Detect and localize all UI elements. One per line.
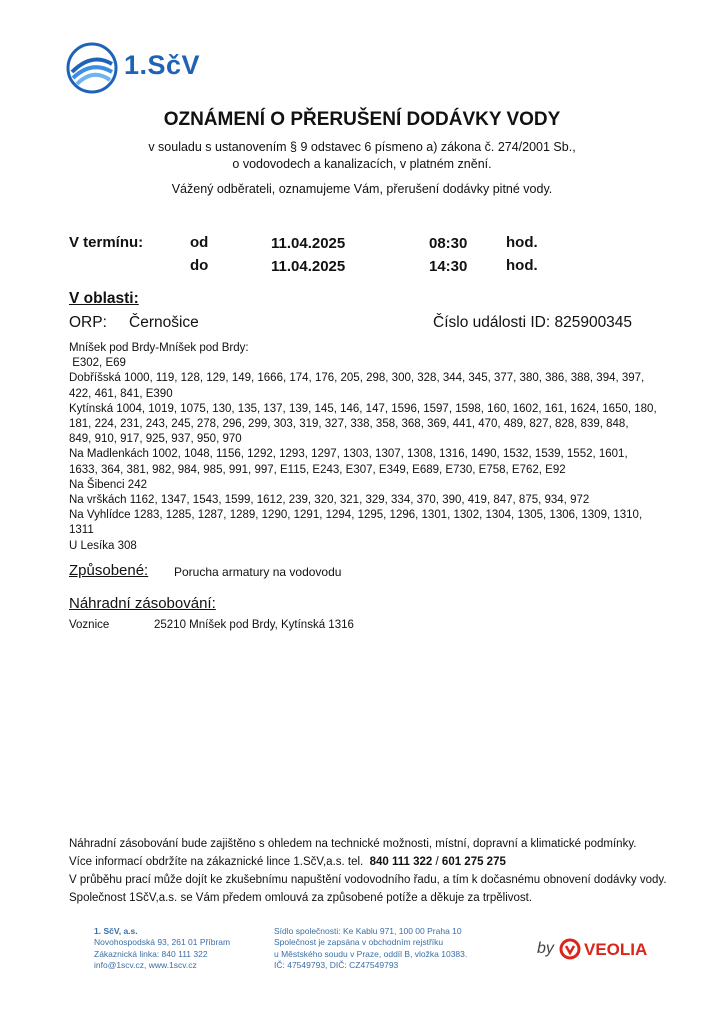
legal-basis-line-2: o vodovodech a kanalizacích, v platném znění. (232, 157, 492, 171)
location-line: 1633, 364, 381, 982, 984, 985, 991, 997, E115, E243, E307, E349, E689, E730, E758, E762, E92 (69, 463, 566, 476)
footer-registered-office (274, 926, 467, 971)
location-line: Na Šibenci 242 (69, 478, 147, 491)
note-line-2 (69, 853, 719, 871)
term-from-unit: hod. (506, 234, 538, 251)
by-label: by (537, 940, 554, 957)
location-line: 422, 461, 841, E390 (69, 387, 173, 400)
veolia-logo-icon (559, 938, 581, 960)
footer-ids: IČ: 47549793, DIČ: CZ47549793 (274, 959, 399, 970)
footer-company-contact (94, 926, 230, 971)
location-line: Na Vyhlídce 1283, 1285, 1287, 1289, 1290, 1291, 1294, 1295, 1296, 1301, 1302, 1304, 1305, 1306, 1309, 1310, (69, 509, 643, 522)
cause-label: Způsobené: (69, 562, 149, 579)
term-from-date: 11.04.2025 (271, 235, 346, 252)
location-line: 849, 910, 917, 925, 937, 950, 970 (69, 433, 242, 446)
location-line: E302, E69 (69, 357, 126, 370)
location-line: 181, 224, 231, 243, 245, 278, 296, 299, 303, 319, 327, 338, 358, 368, 369, 441, 470, 489, 827, 828, 839, 848, (69, 418, 629, 431)
location-line: 1311 (69, 524, 94, 537)
cause-value: Porucha armatury na vodovodu (174, 565, 342, 579)
company-logo-text: 1.SčV (124, 50, 201, 80)
notice-notes (69, 835, 719, 907)
location-line: Na vrškách 1162, 1347, 1543, 1599, 1612, 239, 320, 321, 329, 334, 370, 390, 419, 847, 875, 934, 972 (69, 494, 590, 507)
term-label: V termínu: (69, 234, 144, 251)
greeting: Vážený odběrateli, oznamujeme Vám, přerušení dodávky pitné vody. (171, 182, 553, 196)
footer-court: u Městského soudu v Praze, oddíl B, vložka 10383. (274, 948, 468, 959)
location-line: Na Madlenkách 1002, 1048, 1156, 1292, 1293, 1297, 1303, 1307, 1308, 1316, 1490, 1532, 1539, 1552, 1601, (69, 448, 628, 461)
footer-registry: Společnost je zapsána v obchodním rejstříku (274, 937, 444, 948)
replacement-place: Voznice (69, 619, 110, 631)
location-line: U Lesíka 308 (69, 539, 137, 552)
term-to-date: 11.04.2025 (271, 258, 346, 275)
location-line: Mníšek pod Brdy-Mníšek pod Brdy: (69, 342, 249, 354)
phone-separator: / (432, 856, 442, 868)
note-line-1: Náhradní zásobování bude zajištěno s ohledem na technické možnosti, místní, dopravní a klimatické podmínky. (69, 838, 637, 850)
term-to-unit: hod. (506, 257, 538, 274)
note-line-3: V průběhu prací může dojít ke zkušebnímu napuštění vodovodního řadu, a tím k dočasnému obnovení dodávky vody. (69, 874, 667, 886)
term-to-time: 14:30 (429, 258, 468, 275)
footer-hotline: Zákaznická linka: 840 111 322 (94, 948, 208, 959)
location-line: Dobříšská 1000, 119, 128, 129, 149, 1666, 174, 176, 205, 298, 300, 328, 344, 345, 377, 380, 386, 388, 394, 397, (69, 372, 645, 385)
event-id: Číslo události ID: 825900345 (433, 314, 633, 331)
veolia-brand-text: VEOLIA (584, 940, 648, 959)
footer-company-name: 1. SčV, a.s. (94, 926, 138, 936)
area-heading: V oblasti: (69, 290, 139, 307)
note-line-4: Společnost 1SčV,a.s. se Vám předem omlouvá za způsobené potíže a děkuje za trpělivost. (69, 892, 533, 904)
legal-basis-line-1: v souladu s ustanovením § 9 odstavec 6 písmeno a) zákona č. 274/2001 Sb., (148, 140, 576, 154)
affected-locations (69, 341, 709, 554)
replacement-address: 25210 Mníšek pod Brdy, Kytínská 1316 (154, 619, 354, 631)
footer-web: info@1scv.cz, www.1scv.cz (94, 959, 197, 970)
term-from-word: od (190, 234, 209, 251)
note-line-2-text: Více informací obdržíte na zákaznické lince 1.SčV,a.s. tel. (69, 856, 364, 868)
orp-label: ORP: (69, 314, 107, 331)
phone-number-2: 601 275 275 (441, 856, 506, 868)
location-line: Kytínská 1004, 1019, 1075, 130, 135, 137, 139, 145, 146, 147, 1596, 1597, 1598, 160, 1602, 161, 1624, 1650, 180, (69, 402, 657, 415)
footer-seat: Sídlo společnosti: Ke Kablu 971, 100 00 Praha 10 (274, 926, 462, 936)
replacement-supply-label: Náhradní zásobování: (69, 595, 216, 612)
footer-address: Novohospodská 93, 261 01 Příbram (94, 937, 231, 948)
term-from-time: 08:30 (429, 235, 468, 252)
orp-value: Černošice (129, 314, 199, 331)
document-title: OZNÁMENÍ O PŘERUŠENÍ DODÁVKY VODY (163, 109, 561, 130)
term-to-word: do (190, 257, 209, 274)
phone-number-1: 840 111 322 (369, 856, 433, 868)
